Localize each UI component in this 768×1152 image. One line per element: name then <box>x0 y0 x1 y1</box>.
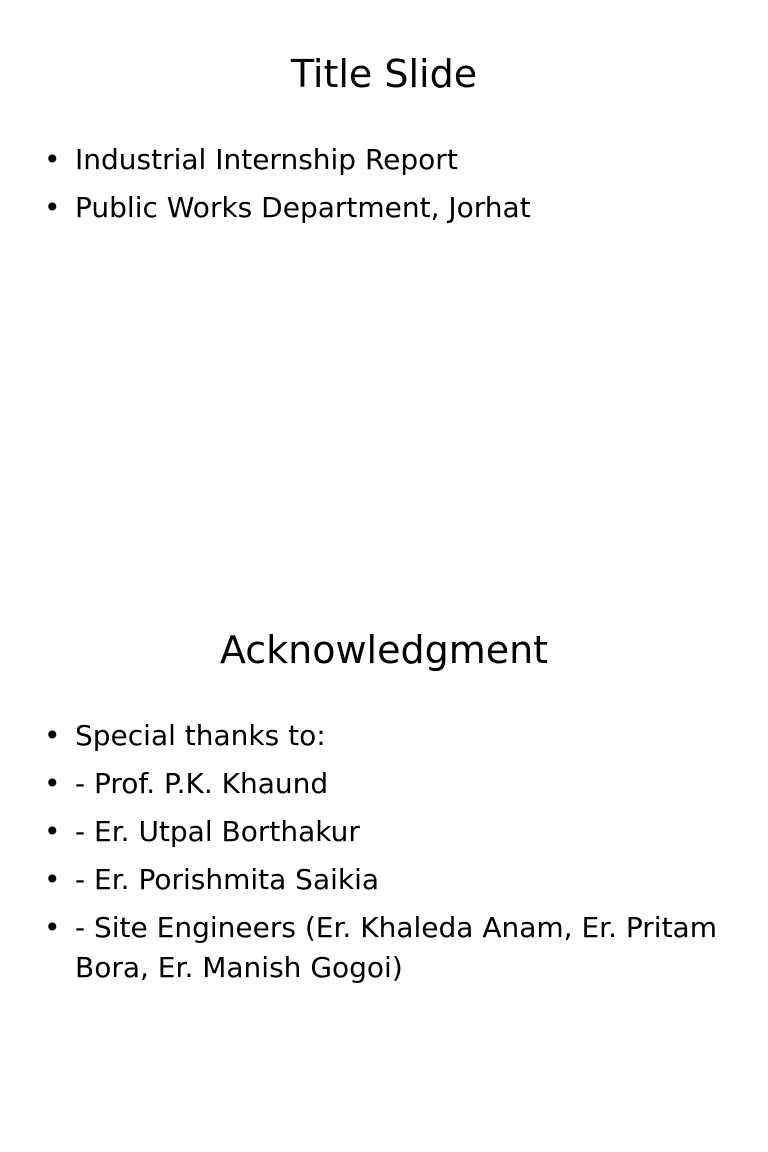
list-item <box>44 764 724 804</box>
list-item <box>44 860 724 900</box>
bullet-icon: • <box>44 767 61 800</box>
slide-heading: Title Slide <box>290 52 478 96</box>
bullet-icon: • <box>44 911 61 944</box>
slide-heading: Acknowledgment <box>219 628 549 672</box>
list-item <box>44 140 724 180</box>
bullet-icon: • <box>44 719 61 752</box>
bullet-text: - Prof. P.K. Khaund <box>75 767 329 800</box>
bullet-text: Industrial Internship Report <box>75 143 458 176</box>
list-item <box>44 908 724 988</box>
bullet-list <box>44 140 724 236</box>
bullet-icon: • <box>44 191 61 224</box>
list-item <box>44 716 724 756</box>
bullet-list <box>44 716 724 996</box>
list-item <box>44 812 724 852</box>
bullet-icon: • <box>44 143 61 176</box>
bullet-text: - Site Engineers (Er. Khaleda Anam, Er. Pritam Bora, Er. Manish Gogoi) <box>75 911 717 984</box>
bullet-text: - Er. Utpal Borthakur <box>75 815 360 848</box>
bullet-text: Special thanks to: <box>75 719 326 752</box>
bullet-icon: • <box>44 815 61 848</box>
bullet-text: Public Works Department, Jorhat <box>75 191 531 224</box>
bullet-text: - Er. Porishmita Saikia <box>75 863 380 896</box>
bullet-icon: • <box>44 863 61 896</box>
slide-acknowledgment <box>0 576 768 1152</box>
list-item <box>44 188 724 228</box>
